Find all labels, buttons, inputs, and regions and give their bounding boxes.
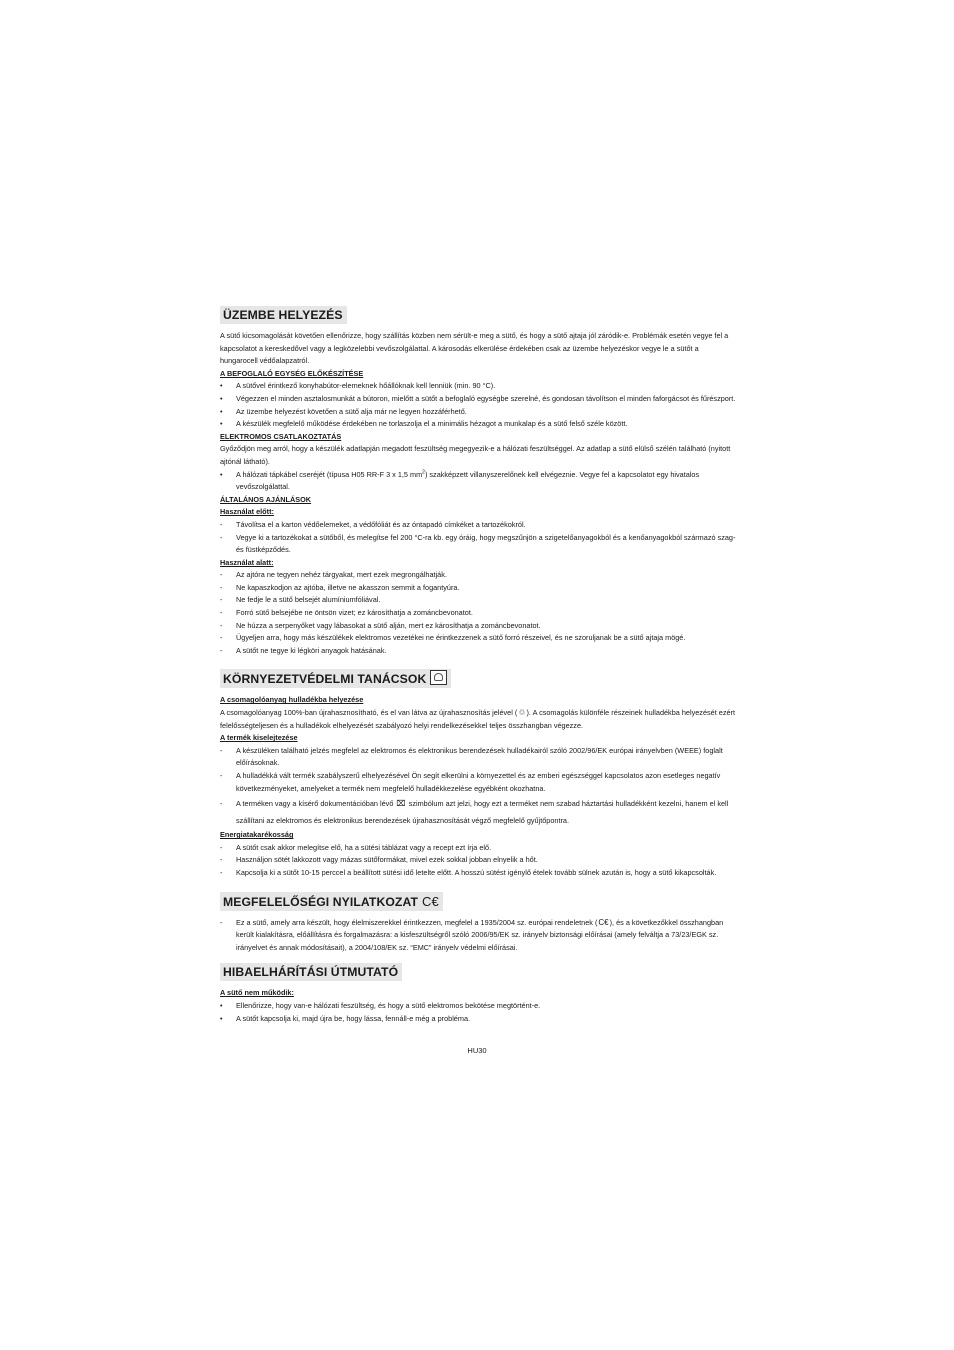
dash-mark: - [220, 855, 223, 865]
list-item [220, 854, 736, 867]
list-item [220, 418, 736, 431]
dash-mark: - [220, 842, 223, 852]
ce-mark-inline-icon: C€ [598, 917, 609, 927]
list-item-text: ), és a következőkkel összhangban került kialakításra, előállításra és forgalmazásra: a kisfeszültségről szóló 2006/95/EK sz. irányelv biztonsági előírásai (amely felváltja a 73/23/EGK sz. irányelvet és annak módosításait), a 2004/108/EK sz. “EMC” irányelv védelmi előírásai. [236, 917, 724, 952]
list-item [220, 380, 736, 393]
electrical-subheading: ELEKTROMOS CSATLAKOZTATÁS [220, 431, 342, 441]
troubleshooting-heading: HIBAELHÁRÍTÁSI ÚTMUTATÓ [220, 963, 402, 981]
page-number: HU30 [467, 1046, 487, 1055]
list-item [220, 632, 736, 645]
list-item [220, 1013, 736, 1026]
list-item-text: Végezzen el minden asztalosmunkát a bútoron, mielőtt a sütőt a befoglaló egységbe szerelné, és gondosan távolítson el minden faforgácsot és fűrészport. [236, 393, 736, 403]
conformity-heading [220, 892, 443, 911]
list-item-text: A készülék megfelelő működése érdekében ne torlaszolja el a minimális hézagot a munkalap és a sütő felső széle között. [236, 419, 628, 429]
installation-intro: A sütő kicsomagolását követően ellenőrizze, hogy szállítás közben nem sérült-e meg a sütő, és hogy a sütő ajtaja jól záródik-e. Problémák esetén vegye fel a kapcsolatot a kereskedővel vagy a legközelebbi vevőszolgálattal. A károsodás elkerülése érdekében csak az üzembe helyezéskor vegye le a sütőt a hungarocell védőalapzatról. [220, 331, 729, 366]
before-use-list [220, 519, 736, 557]
dash-mark: - [220, 745, 223, 755]
scrapping-list [220, 745, 736, 829]
dash-mark: - [220, 645, 223, 655]
scrapping-subheading: A termék kiselejtezése [220, 733, 298, 743]
packaging-text [220, 707, 736, 732]
list-item-text: Vegye ki a tartozékokat a sütőből, és melegítse fel 200 °C-ra kb. egy óráig, hogy megszűnjön a szigetelőanyagokból és a kenőanyagokból származó szag- és füstképződés. [236, 532, 736, 555]
list-item-text: A sütőt csak akkor melegítse elő, ha a sütési táblázat vagy a recept ezt írja elő. [236, 842, 492, 852]
electrical-text: Győződjön meg arról, hogy a készülék adatlapján megadott feszültség megegyezik-e a hálózati feszültséggel. Az adatlap a sütő elülső szélén található (nyitott ajtónál látható). [220, 444, 731, 466]
conformity-heading-text: MEGFELELŐSÉGI NYILATKOZAT [223, 894, 419, 909]
list-item-text: A sütővel érintkező konyhabútor-elemeknek hőállóknak kell lenniük (min. 90 °C). [236, 381, 496, 391]
list-item [220, 795, 736, 829]
energy-list [220, 842, 736, 880]
bullet-mark: • [220, 381, 223, 391]
general-subheading: ÁLTALÁNOS AJÁNLÁSOK [220, 494, 312, 504]
packaging-text-b: ). A csomagolás különféle részeinek hulladékba helyezését ezért felelősségteljesen és a hulladékok elhelyezését szabályozó helyi rendelkezésekkel teljes összhangban végezze. [220, 708, 735, 730]
list-item [220, 745, 736, 770]
before-use-subheading: Használat előtt: [220, 507, 274, 517]
list-item-text: A készüléken található jelzés megfelel az elektromos és elektronikus berendezések hulladékairól szóló 2002/96/EK európai irányelvben (WEEE) foglalt előírásoknak. [236, 745, 723, 768]
environment-heading-text: KÖRNYEZETVÉDELMI TANÁCSOK [223, 672, 427, 687]
manual-content [220, 306, 736, 1025]
list-item [220, 1000, 736, 1013]
during-use-subheading: Használat alatt: [220, 557, 274, 567]
list-item-text: A hálózati tápkábel cseréjét (típusa H05 RR-F 3 x 1,5 mm [236, 469, 423, 479]
dash-mark: - [220, 519, 223, 529]
bullet-mark: • [220, 419, 223, 429]
list-item-text: Forró sütő belsejébe ne öntsön vizet; ez károsíthatja a zománcbevonatot. [236, 608, 473, 618]
dash-mark: - [220, 917, 223, 927]
list-item [220, 582, 736, 595]
installation-section [220, 306, 736, 657]
conformity-section [220, 892, 736, 955]
dash-mark: - [220, 532, 223, 542]
list-item-text: Távolítsa el a karton védőelemeket, a védőfóliát és az óntapadó címkéket a tartozékokról. [236, 519, 526, 529]
list-item-text: A terméken vagy a kísérő dokumentációban lévő [236, 799, 394, 809]
ce-mark-icon: C€ [422, 893, 439, 909]
list-item-text: szimbólum azt jelzi, hogy ezt a terméket nem szabad háztartási hulladékként kezelni, hanem el kell szállítani az elektromos és elektronikus berendezések újrahasznosítását végző megfelelő gyűjtőpontra. [236, 799, 729, 826]
list-item [220, 532, 736, 557]
list-item [220, 406, 736, 419]
list-item-text: Az üzembe helyezést követően a sütő alja már ne legyen hozzáférhető. [236, 406, 467, 416]
list-item [220, 917, 736, 955]
superscript: 2 [422, 469, 425, 476]
list-item [220, 607, 736, 620]
not-working-subheading: A sütő nem működik: [220, 988, 294, 998]
list-item [220, 645, 736, 658]
environment-tips-icon [430, 670, 447, 685]
dash-mark: - [220, 867, 223, 877]
troubleshooting-section [220, 963, 736, 1025]
bullet-mark: • [220, 1000, 223, 1010]
list-item [220, 770, 736, 795]
dash-mark: - [220, 570, 223, 580]
list-item-text: ) szakképzett villanyszerelőnek kell elvégeznie. Vegye fel a kapcsolatot egy hivatalos vevőszolgálattal. [236, 469, 700, 492]
dash-mark: - [220, 620, 223, 630]
environment-heading [220, 669, 451, 688]
conformity-list [220, 917, 736, 955]
bullet-mark: • [220, 1013, 223, 1023]
list-item [220, 620, 736, 633]
list-item-text: Ez a sütő, amely arra készült, hogy élelmiszerekkel érintkezzen, megfelel a 1935/2004 sz. európai rendeletnek ( [236, 917, 598, 927]
installation-heading: ÜZEMBE HELYEZÉS [220, 306, 347, 324]
electrical-list [220, 469, 736, 494]
list-item [220, 393, 736, 406]
recycle-icon: ♲ [518, 708, 526, 718]
environment-section [220, 669, 736, 879]
list-item [220, 594, 736, 607]
packaging-subheading: A csomagolóanyag hulladékba helyezése [220, 695, 364, 705]
housing-subheading: A BEFOGLALÓ EGYSÉG ELŐKÉSZÍTÉSE [220, 368, 364, 378]
energy-subheading: Energiatakarékosság [220, 830, 294, 840]
list-item [220, 842, 736, 855]
list-item-text: Ne húzza a serpenyőket vagy lábasokat a sütő alján, mert ez károsíthatja a zománcbevonatot. [236, 620, 541, 630]
list-item-text: A sütőt kapcsolja ki, majd újra be, hogy lássa, fennáll-e még a probléma. [236, 1013, 471, 1023]
housing-list [220, 380, 736, 430]
list-item-text: Ellenőrizze, hogy van-e hálózati feszültség, és hogy a sütő elektromos bekötése megtörtént-e. [236, 1000, 541, 1010]
dash-mark: - [220, 595, 223, 605]
during-use-list [220, 569, 736, 657]
dash-mark: - [220, 582, 223, 592]
dash-mark: - [220, 633, 223, 643]
list-item-text: Ne fedje le a sütő belsejét alumíniumfóliával. [236, 595, 381, 605]
list-item [220, 519, 736, 532]
bullet-mark: • [220, 393, 223, 403]
list-item-text: Az ajtóra ne tegyen nehéz tárgyakat, mert ezek megrongálhatják. [236, 570, 447, 580]
bullet-mark: • [220, 406, 223, 416]
list-item-text: Kapcsolja ki a sütőt 10-15 perccel a beállított sütési idő letelte előtt. A hosszú sütést igénylő ételek tovább sülnek azután is, hogy a sütő kikapcsolták. [236, 867, 717, 877]
list-item-text: Használjon sötét lakkozott vagy mázas sütőformákat, mivel ezek sokkal jobban elnyelik a hőt. [236, 855, 538, 865]
list-item-text: A hulladékká vált termék szabályszerű elhelyezésével Ön segít elkerülni a környezettel és az emberi egészséggel kapcsolatos azon esetleges negatív következményeket, amelyeket a termék nem megfelelő hulladékkezelése egyébként okozhatna. [236, 771, 721, 793]
list-item-text: Ügyeljen arra, hogy más készülékek elektromos vezetékei ne érintkezzenek a sütő forró részeivel, és ne szoruljanak be a sütő ajtaja mögé. [236, 633, 686, 643]
bullet-mark: • [220, 469, 223, 479]
packaging-text-a: A csomagolóanyag 100%-ban újrahasznosítható, és el van látva az újrahasznosítás jelével ( [220, 708, 518, 718]
list-item-text: A sütőt ne tegye ki légköri anyagok hatásának. [236, 645, 387, 655]
dash-mark: - [220, 799, 223, 809]
dash-mark: - [220, 771, 223, 780]
list-item [220, 867, 736, 880]
troubleshooting-list [220, 1000, 736, 1025]
list-item-text: Ne kapaszkodjon az ajtóba, illetve ne akasszon semmit a fogantyúra. [236, 582, 460, 592]
crossed-bin-icon: ⌧ [396, 799, 406, 809]
dash-mark: - [220, 608, 223, 618]
list-item [220, 569, 736, 582]
list-item [220, 469, 736, 494]
